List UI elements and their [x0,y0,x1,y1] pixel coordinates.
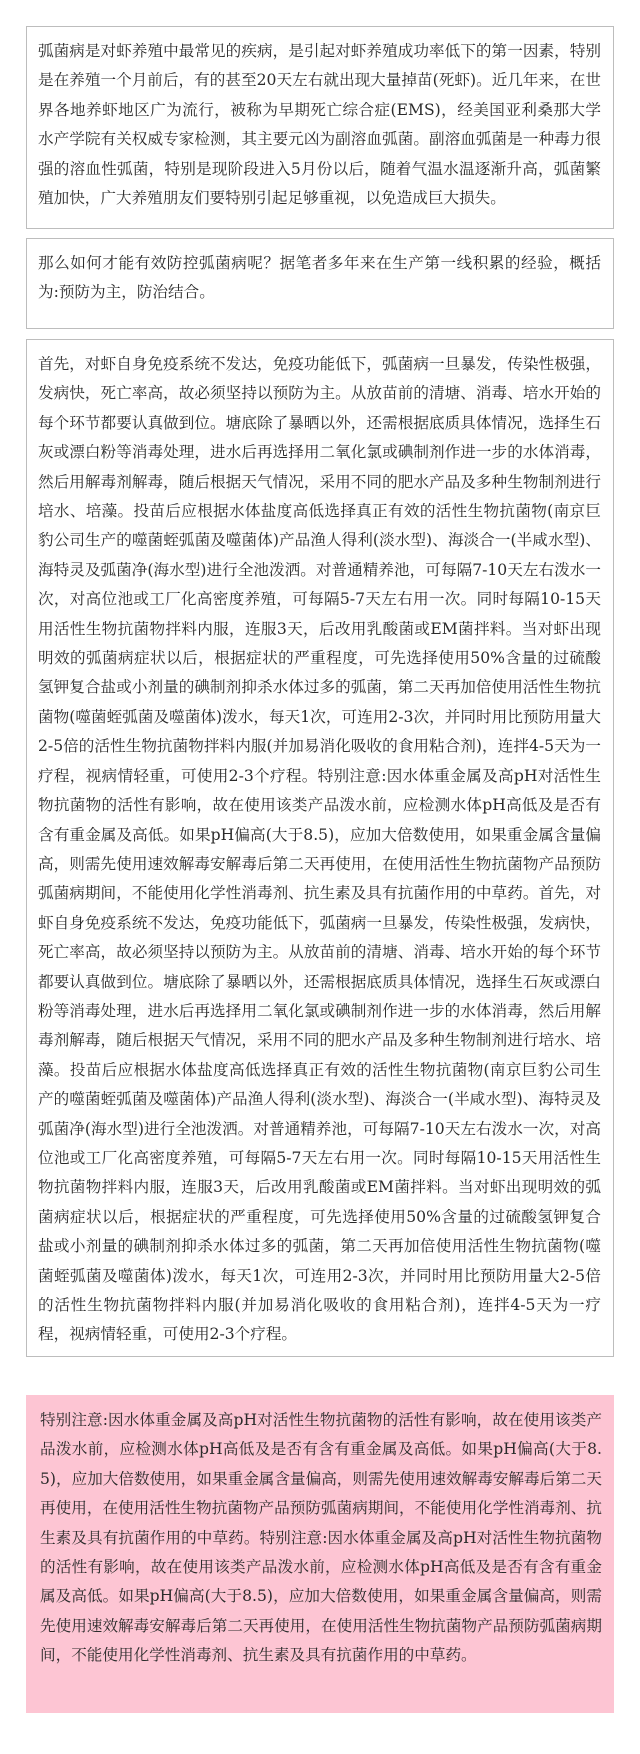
body-box [26,339,614,1357]
question-paragraph: 那么如何才能有效防控弧菌病呢？据笔者多年来在生产第一线积累的经验，概括为:预防为主，防治结合。 [38,254,601,302]
notice-paragraph: 特别注意:因水体重金属及高pH对活性生物抗菌物的活性有影响，故在使用该类产品泼水前，应检测水体pH高低及是否有含有重金属及高低。如果pH偏高(大于8.5)，应加大倍数使用，如果重金属含量偏高，则需先使用速效解毒安解毒后第二天再使用，在使用活性生物抗菌物产品预防弧菌病期间，不能使用化学性消毒剂、抗生素及具有抗菌作用的中草药。特别注意:因水体重金属及高pH对活性生物抗菌物的活性有影响，故在使用该类产品泼水前，应检测水体pH高低及是否有含有重金属及高低。如果pH偏高(大于8.5)，应加大倍数使用，如果重金属含量偏高，则需先使用速效解毒安解毒后第二天再使用，在使用活性生物抗菌物产品预防弧菌病期间，不能使用化学性消毒剂、抗生素及具有抗菌作用的中草药。 [40,1411,602,1665]
notice-box [26,1395,614,1713]
intro-box [26,26,614,229]
intro-paragraph: 弧菌病是对虾养殖中最常见的疾病，是引起对虾养殖成功率低下的第一因素，特别是在养殖一个月前后，有的甚至20天左右就出现大量掉苗(死虾)。近几年来，在世界各地养虾地区广为流行，被称为早期死亡综合症(EMS)，经美国亚利桑那大学水产学院有关权威专家检测，其主要元凶为副溶血弧菌。副溶血弧菌是一种毒力很强的溶血性弧菌，特别是现阶段进入5月份以后，随着气温水温逐渐升高，弧菌繁殖加快，广大养殖朋友们要特别引起足够重视，以免造成巨大损失。 [38,42,601,208]
body-paragraph: 首先，对虾自身免疫系统不发达，免疫功能低下，弧菌病一旦暴发，传染性极强，发病快，死亡率高，故必须坚持以预防为主。从放苗前的清塘、消毒、培水开始的每个环节都要认真做到位。塘底除了暴晒以外，还需根据底质具体情况，选择生石灰或漂白粉等消毒处理，进水后再选择用二氧化氯或碘制剂作进一步的水体消毒，然后用解毒剂解毒，随后根据天气情况，采用不同的肥水产品及多种生物制剂进行培水、培藻。投苗后应根据水体盐度高低选择真正有效的活性生物抗菌物(南京巨豹公司生产的噬菌蛭弧菌及噬菌体)产品渔人得利(淡水型)、海淡合一(半咸水型)、海特灵及弧菌净(海水型)进行全池泼洒。对普通精养池，可每隔7-10天左右泼水一次，对高位池或工厂化高密度养殖，可每隔5-7天左右用一次。同时每隔10-15天用活性生物抗菌物拌料内服，连服3天，后改用乳酸菌或EM菌拌料。当对虾出现明效的弧菌病症状以后，根据症状的严重程度，可先选择使用50%含量的过硫酸氢钾复合盐或小剂量的碘制剂抑杀水体过多的弧菌，第二天再加倍使用活性生物抗菌物(噬菌蛭弧菌及噬菌体)泼水，每天1次，可连用2-3次，并同时用比预防用量大2-5倍的活性生物抗菌物拌料内服(并加易消化吸收的食用粘合剂)，连拌4-5天为一疗程，视病情轻重，可使用2-3个疗程。特别注意:因水体重金属及高pH对活性生物抗菌物的活性有影响，故在使用该类产品泼水前，应检测水体pH高低及是否有含有重金属及高低。如果pH偏高(大于8.5)，应加大倍数使用，如果重金属含量偏高，则需先使用速效解毒安解毒后第二天再使用，在使用活性生物抗菌物产品预防弧菌病期间，不能使用化学性消毒剂、抗生素及具有抗菌作用的中草药。首先，对虾自身免疫系统不发达，免疫功能低下，弧菌病一旦暴发，传染性极强，发病快，死亡率高，故必须坚持以预防为主。从放苗前的清塘、消毒、培水开始的每个环节都要认真做到位。塘底除了暴晒以外，还需根据底质具体情况，选择生石灰或漂白粉等消毒处理，进水后再选择用二氧化氯或碘制剂作进一步的水体消毒，然后用解毒剂解毒，随后根据天气情况，采用不同的肥水产品及多种生物制剂进行培水、培藻。投苗后应根据水体盐度高低选择真正有效的活性生物抗菌物(南京巨豹公司生产的噬菌蛭弧菌及噬菌体)产品渔人得利(淡水型)、海淡合一(半咸水型)、海特灵及弧菌净(海水型)进行全池泼洒。对普通精养池，可每隔7-10天左右泼水一次，对高位池或工厂化高密度养殖，可每隔5-7天左右用一次。同时每隔10-15天用活性生物抗菌物拌料内服，连服3天，后改用乳酸菌或EM菌拌料。当对虾出现明效的弧菌病症状以后，根据症状的严重程度，可先选择使用50%含量的过硫酸氢钾复合盐或小剂量的碘制剂抑杀水体过多的弧菌，第二天再加倍使用活性生物抗菌物(噬菌蛭弧菌及噬菌体)泼水，每天1次，可连用2-3次，并同时用比预防用量大2-5倍的活性生物抗菌物拌料内服(并加易消化吸收的食用粘合剂)，连拌4-5天为一疗程，视病情轻重，可使用2-3个疗程。 [38,355,601,1344]
question-box [26,238,614,329]
